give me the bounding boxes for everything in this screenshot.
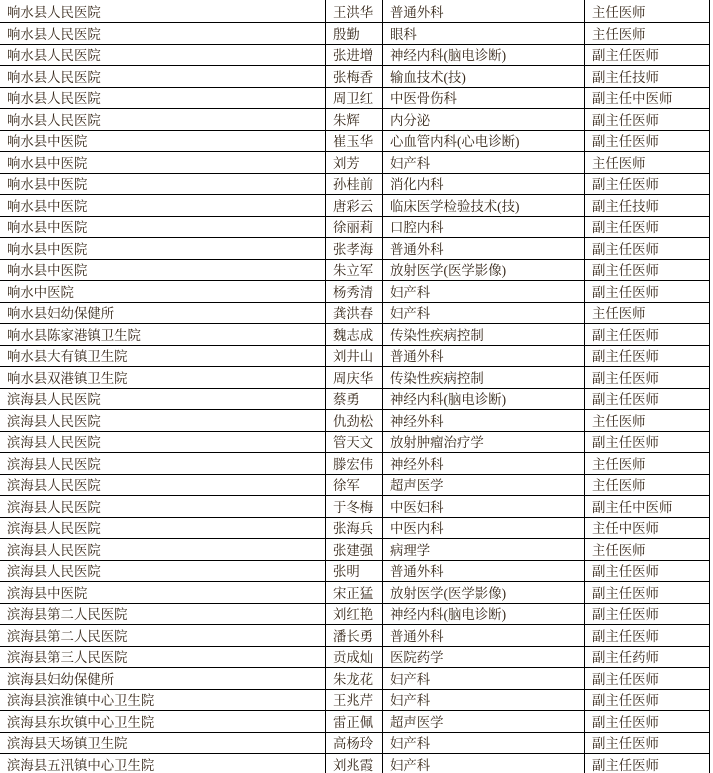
person-name-cell: 杨秀清 (325, 281, 382, 302)
table-row (0, 88, 710, 110)
specialty-cell: 妇产科 (382, 754, 584, 773)
person-name-cell: 潘长勇 (325, 625, 382, 646)
specialty-cell: 中医内科 (382, 518, 584, 539)
person-name-cell: 唐彩云 (325, 195, 382, 216)
professional-title-cell: 副主任医师 (584, 346, 710, 367)
professional-title-cell: 副主任医师 (584, 45, 710, 66)
professional-title-cell: 副主任药师 (584, 647, 710, 668)
hospital-cell: 响水县中医院 (7, 155, 88, 171)
specialty-cell: 妇产科 (382, 152, 584, 173)
hospital-cell: 响水县中医院 (7, 220, 88, 236)
hospital-cell: 滨海县人民医院 (7, 392, 101, 408)
professional-title-cell: 副主任医师 (584, 281, 710, 302)
professional-title-cell: 副主任医师 (584, 711, 710, 732)
table-row (0, 367, 710, 389)
person-name-cell: 刘芳 (325, 152, 382, 173)
specialty-cell: 病理学 (382, 539, 584, 560)
person-name-cell: 王兆芹 (325, 690, 382, 711)
hospital-cell: 滨海县五汛镇中心卫生院 (7, 757, 155, 773)
person-name-cell: 张孝海 (325, 238, 382, 259)
professional-title-cell: 副主任医师 (584, 109, 710, 130)
professional-title-cell: 主任中医师 (584, 518, 710, 539)
table-row (0, 131, 710, 153)
table-row (0, 754, 710, 773)
person-name-cell: 张海兵 (325, 518, 382, 539)
professional-title-cell: 副主任技师 (584, 195, 710, 216)
person-name-cell: 宋正猛 (325, 582, 382, 603)
hospital-cell: 滨海县人民医院 (7, 413, 101, 429)
specialty-cell: 口腔内科 (382, 217, 584, 238)
table-row (0, 260, 710, 282)
specialty-cell: 中医骨伤科 (382, 88, 584, 109)
table-row (0, 303, 710, 325)
hospital-cell: 滨海县第二人民医院 (7, 607, 128, 623)
person-name-cell: 朱辉 (325, 109, 382, 130)
specialty-cell: 神经外科 (382, 410, 584, 431)
professional-title-cell: 副主任医师 (584, 733, 710, 754)
table-row (0, 625, 710, 647)
person-name-cell: 徐军 (325, 475, 382, 496)
professional-title-cell: 主任医师 (584, 0, 710, 22)
table-row (0, 647, 710, 669)
professional-title-cell: 副主任医师 (584, 389, 710, 410)
specialty-cell: 神经内科(脑电诊断) (382, 45, 584, 66)
specialty-cell: 放射医学(医学影像) (382, 260, 584, 281)
hospital-cell: 滨海县滨淮镇中心卫生院 (7, 693, 155, 709)
specialty-cell: 普通外科 (382, 625, 584, 646)
table-row (0, 561, 710, 583)
hospital-cell: 响水县妇幼保健所 (7, 306, 115, 322)
hospital-cell: 响水县人民医院 (7, 4, 101, 20)
professional-title-cell: 副主任医师 (584, 625, 710, 646)
specialty-cell: 妇产科 (382, 281, 584, 302)
hospital-cell: 响水县人民医院 (7, 26, 101, 42)
professional-title-cell: 副主任医师 (584, 174, 710, 195)
professional-title-cell: 主任医师 (584, 475, 710, 496)
hospital-cell: 响水中医院 (7, 284, 74, 300)
table-row (0, 346, 710, 368)
hospital-cell: 响水县中医院 (7, 177, 88, 193)
table-row (0, 66, 710, 88)
table-row (0, 217, 710, 239)
hospital-cell: 滨海县人民医院 (7, 478, 101, 494)
hospital-cell: 响水县人民医院 (7, 48, 101, 64)
person-name-cell: 滕宏伟 (325, 453, 382, 474)
person-name-cell: 张进增 (325, 45, 382, 66)
person-name-cell: 刘井山 (325, 346, 382, 367)
professional-title-cell: 副主任医师 (584, 432, 710, 453)
table-row (0, 324, 710, 346)
person-name-cell: 仇劲松 (325, 410, 382, 431)
hospital-cell: 滨海县第三人民医院 (7, 650, 128, 666)
table-row (0, 389, 710, 411)
specialty-cell: 普通外科 (382, 0, 584, 22)
person-name-cell: 殷勤 (325, 23, 382, 44)
person-name-cell: 于冬梅 (325, 496, 382, 517)
specialty-cell: 心血管内科(心电诊断) (382, 131, 584, 152)
person-name-cell: 周卫红 (325, 88, 382, 109)
hospital-cell: 响水县中医院 (7, 134, 88, 150)
table-row (0, 410, 710, 432)
specialty-cell: 消化内科 (382, 174, 584, 195)
professional-title-cell: 副主任医师 (584, 367, 710, 388)
specialty-cell: 放射医学(医学影像) (382, 582, 584, 603)
hospital-cell: 滨海县人民医院 (7, 456, 101, 472)
hospital-cell: 滨海县天场镇卫生院 (7, 736, 128, 752)
professional-title-cell: 副主任医师 (584, 238, 710, 259)
professional-title-cell: 主任医师 (584, 453, 710, 474)
hospital-cell: 滨海县东坎镇中心卫生院 (7, 714, 155, 730)
person-name-cell: 张建强 (325, 539, 382, 560)
table-row (0, 453, 710, 475)
table-row (0, 174, 710, 196)
specialty-cell: 神经内科(脑电诊断) (382, 604, 584, 625)
person-name-cell: 刘红艳 (325, 604, 382, 625)
hospital-cell: 滨海县人民医院 (7, 499, 101, 515)
hospital-cell: 滨海县人民医院 (7, 435, 101, 451)
table-row (0, 23, 710, 45)
table-row (0, 604, 710, 626)
hospital-cell: 滨海县妇幼保健所 (7, 671, 115, 687)
table-row (0, 0, 710, 23)
professional-title-cell: 副主任医师 (584, 582, 710, 603)
specialty-cell: 输血技术(技) (382, 66, 584, 87)
table-row (0, 733, 710, 755)
person-name-cell: 王洪华 (325, 0, 382, 22)
table-row (0, 668, 710, 690)
professional-title-cell: 副主任医师 (584, 324, 710, 345)
specialty-cell: 放射肿瘤治疗学 (382, 432, 584, 453)
specialty-cell: 普通外科 (382, 561, 584, 582)
hospital-cell: 滨海县人民医院 (7, 521, 101, 537)
specialty-cell: 神经外科 (382, 453, 584, 474)
professional-title-cell: 副主任医师 (584, 561, 710, 582)
table-row (0, 496, 710, 518)
person-name-cell: 龚洪春 (325, 303, 382, 324)
hospital-cell: 响水县中医院 (7, 198, 88, 214)
professional-title-cell: 副主任技师 (584, 66, 710, 87)
professional-title-cell: 副主任中医师 (584, 496, 710, 517)
person-name-cell: 雷正佩 (325, 711, 382, 732)
professional-title-cell: 副主任医师 (584, 604, 710, 625)
person-name-cell: 管天文 (325, 432, 382, 453)
specialty-cell: 传染性疾病控制 (382, 367, 584, 388)
person-name-cell: 孙桂前 (325, 174, 382, 195)
table-row (0, 539, 710, 561)
person-name-cell: 崔玉华 (325, 131, 382, 152)
hospital-cell: 响水县大有镇卫生院 (7, 349, 128, 365)
person-name-cell: 徐丽莉 (325, 217, 382, 238)
person-name-cell: 张明 (325, 561, 382, 582)
specialty-cell: 普通外科 (382, 346, 584, 367)
specialty-cell: 妇产科 (382, 733, 584, 754)
table-row (0, 238, 710, 260)
person-name-cell: 刘兆霞 (325, 754, 382, 773)
table-row (0, 475, 710, 497)
hospital-cell: 响水县中医院 (7, 241, 88, 257)
hospital-cell: 响水县双港镇卫生院 (7, 370, 128, 386)
table-row (0, 45, 710, 67)
table-row (0, 281, 710, 303)
specialty-cell: 超声医学 (382, 711, 584, 732)
hospital-cell: 响水县中医院 (7, 263, 88, 279)
specialty-cell: 妇产科 (382, 303, 584, 324)
professional-title-cell: 主任医师 (584, 539, 710, 560)
specialty-cell: 普通外科 (382, 238, 584, 259)
professional-title-cell: 副主任医师 (584, 260, 710, 281)
specialty-cell: 中医妇科 (382, 496, 584, 517)
table-row (0, 109, 710, 131)
person-name-cell: 高杨玲 (325, 733, 382, 754)
hospital-cell: 滨海县人民医院 (7, 564, 101, 580)
specialty-cell: 医院药学 (382, 647, 584, 668)
specialty-cell: 妇产科 (382, 690, 584, 711)
person-name-cell: 周庆华 (325, 367, 382, 388)
table-row (0, 518, 710, 540)
professional-title-cell: 主任医师 (584, 303, 710, 324)
hospital-cell: 响水县人民医院 (7, 112, 101, 128)
professional-title-cell: 副主任医师 (584, 668, 710, 689)
professional-title-cell: 副主任中医师 (584, 88, 710, 109)
hospital-cell: 滨海县中医院 (7, 585, 88, 601)
table-row (0, 711, 710, 733)
person-name-cell: 朱立军 (325, 260, 382, 281)
hospital-cell: 响水县人民医院 (7, 69, 101, 85)
professional-title-cell: 副主任医师 (584, 754, 710, 773)
professional-title-cell: 副主任医师 (584, 131, 710, 152)
specialty-cell: 内分泌 (382, 109, 584, 130)
hospital-cell: 滨海县第二人民医院 (7, 628, 128, 644)
specialty-cell: 超声医学 (382, 475, 584, 496)
table-row (0, 432, 710, 454)
person-name-cell: 张梅香 (325, 66, 382, 87)
person-name-cell: 蔡勇 (325, 389, 382, 410)
specialty-cell: 传染性疾病控制 (382, 324, 584, 345)
hospital-cell: 滨海县人民医院 (7, 542, 101, 558)
table-row (0, 690, 710, 712)
specialty-cell: 眼科 (382, 23, 584, 44)
professional-title-cell: 副主任医师 (584, 690, 710, 711)
specialty-cell: 妇产科 (382, 668, 584, 689)
specialty-cell: 临床医学检验技术(技) (382, 195, 584, 216)
table-row (0, 582, 710, 604)
professional-title-cell: 主任医师 (584, 152, 710, 173)
person-name-cell: 魏志成 (325, 324, 382, 345)
person-name-cell: 贡成灿 (325, 647, 382, 668)
person-name-cell: 朱龙花 (325, 668, 382, 689)
professional-title-cell: 主任医师 (584, 23, 710, 44)
specialty-cell: 神经内科(脑电诊断) (382, 389, 584, 410)
hospital-cell: 响水县陈家港镇卫生院 (7, 327, 141, 343)
table-row (0, 195, 710, 217)
table-row (0, 152, 710, 174)
professional-title-cell: 副主任医师 (584, 217, 710, 238)
professional-title-cell: 主任医师 (584, 410, 710, 431)
hospital-cell: 响水县人民医院 (7, 91, 101, 107)
